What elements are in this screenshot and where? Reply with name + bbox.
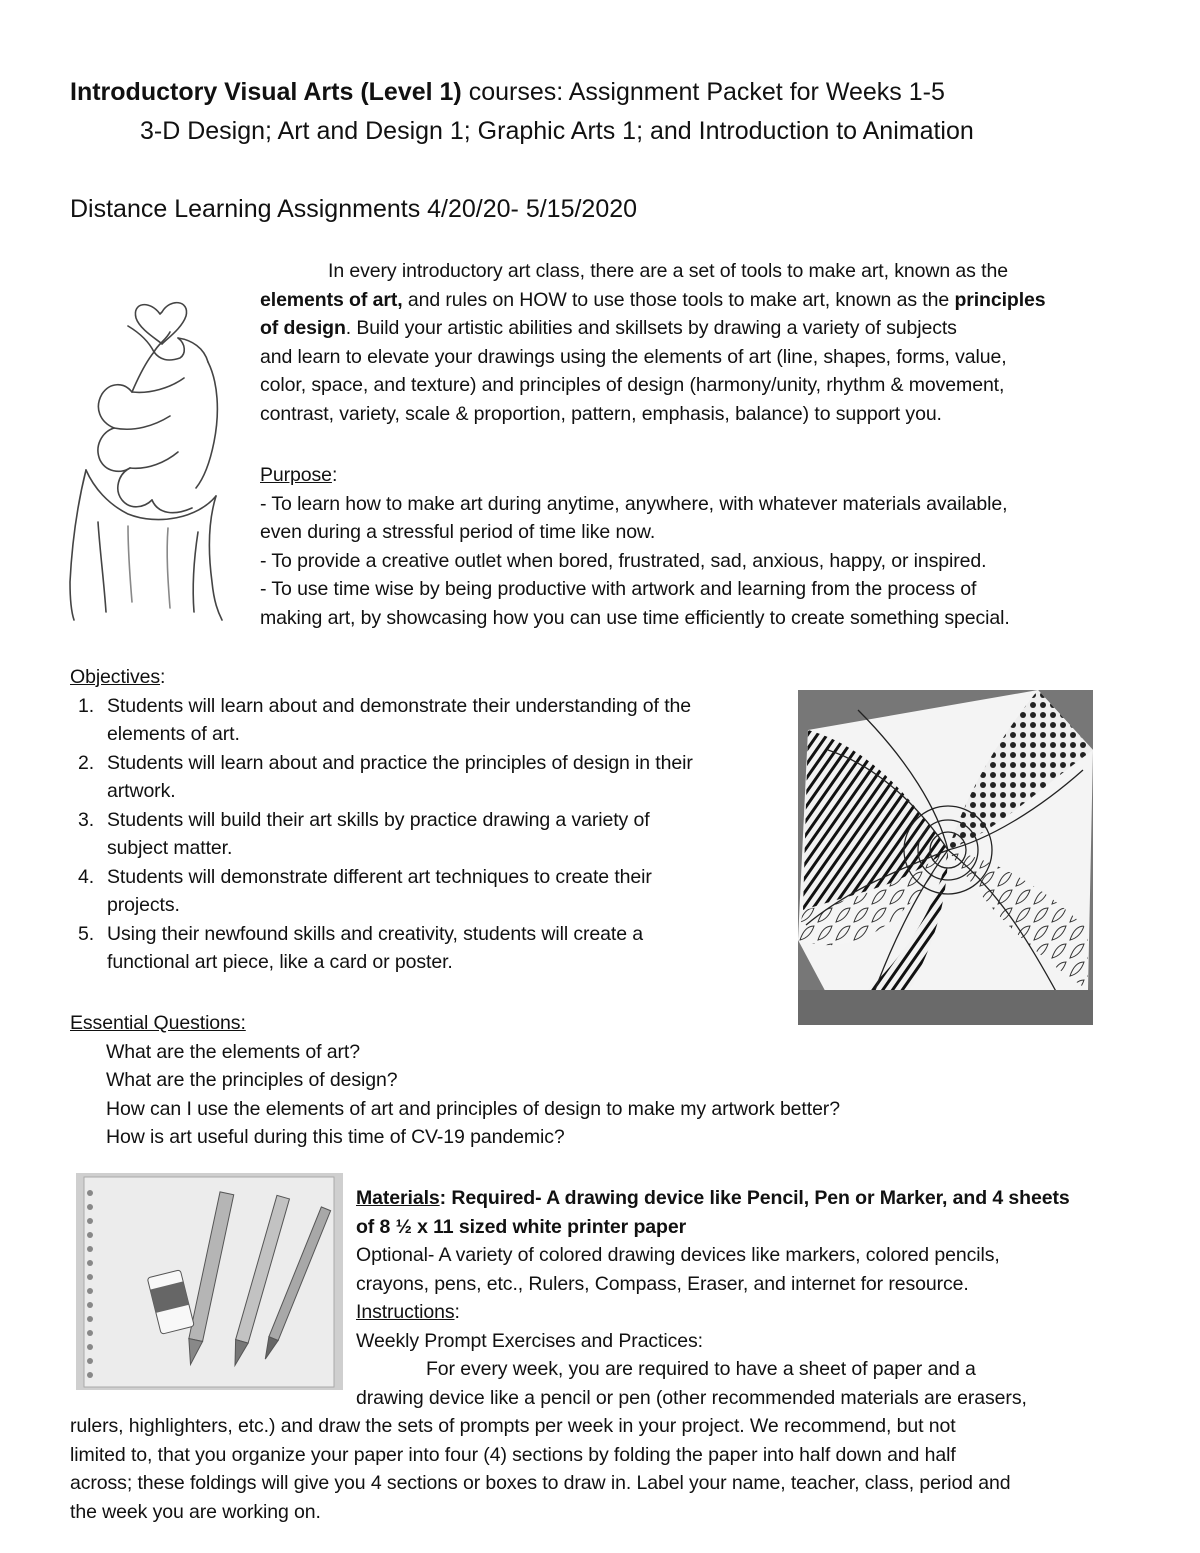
item-number: 3. <box>78 808 95 831</box>
list-item <box>70 863 693 920</box>
instructions-heading-text: Instructions <box>356 1301 455 1323</box>
page-title <box>70 77 945 107</box>
list-item <box>70 806 693 863</box>
instructions-line-1: For every week, you are required to have a sheet of paper and a <box>426 1358 976 1380</box>
item-line: artwork. <box>107 780 176 802</box>
objectives-heading-text: Objectives <box>70 666 161 688</box>
zentangle-artwork <box>798 690 1093 1025</box>
principles-term: principles <box>954 288 1046 311</box>
instructions-line-4: limited to, that you organize your paper into four (4) sections by folding the paper into half down and half <box>70 1443 956 1466</box>
elements-of-art-term: elements of art, <box>260 288 403 311</box>
purpose-line: - To provide a creative outlet when bored, frustrated, sad, anxious, happy, or inspired. <box>260 549 987 572</box>
materials-heading: Materials <box>356 1187 440 1209</box>
intro-line-3-text: . Build your artistic abilities and skillsets by drawing a variety of subjects <box>345 317 957 339</box>
item-number: 2. <box>78 751 95 774</box>
objectives-colon: : <box>160 666 166 688</box>
purpose-line: making art, by showcasing how you can use time efficiently to create something special. <box>260 606 1010 629</box>
courses-line: 3-D Design; Art and Design 1; Graphic Arts 1; and Introduction to Animation <box>140 117 974 145</box>
zentangle-photo <box>798 690 1093 1025</box>
instructions-line-3: rulers, highlighters, etc.) and draw the sets of prompts per week in your project. We recommend, but not <box>70 1415 956 1437</box>
instructions-line-5: across; these foldings will give you 4 sections or boxes to draw in. Label your name, teacher, class, period and <box>70 1472 1011 1494</box>
materials-required-text: : Required- A drawing device like Pencil, Pen or Marker, and 4 sheets <box>439 1187 1070 1209</box>
materials-line-2: of 8 ½ x 11 sized white printer paper <box>356 1215 687 1238</box>
item-line: Students will demonstrate different art techniques to create their <box>107 865 652 888</box>
intro-line-4: and learn to elevate your drawings using the elements of art (line, shapes, forms, value, <box>260 345 1007 368</box>
purpose-section <box>260 461 1010 632</box>
list-item <box>70 749 693 806</box>
list-item <box>70 920 693 977</box>
intro-line-3 <box>260 314 1046 343</box>
question-item: How is art useful during this time of CV-19 pandemic? <box>106 1126 565 1148</box>
intro-line-1: In every introductory art class, there are a set of tools to make art, known as the <box>328 260 1008 282</box>
item-line: elements of art. <box>107 723 240 745</box>
finger-heart-illustration <box>58 282 238 622</box>
item-line: Students will learn about and practice the principles of design in their <box>107 751 693 774</box>
instructions-line-2: drawing device like a pencil or pen (other recommended materials are erasers, <box>356 1386 1027 1409</box>
item-line: projects. <box>107 894 180 916</box>
purpose-line: - To learn how to make art during anytime, anywhere, with whatever materials available, <box>260 492 1008 515</box>
title-bold: Introductory Visual Arts (Level 1) <box>70 78 462 106</box>
pencils-eraser-notebook <box>76 1173 343 1390</box>
list-item <box>70 692 693 749</box>
intro-line-2 <box>260 286 1046 315</box>
instructions-continued <box>70 1412 1010 1526</box>
purpose-heading-text: Purpose <box>260 464 332 486</box>
intro-line-2-text: and rules on HOW to use those tools to make art, known as the <box>402 288 955 311</box>
item-number: 1. <box>78 694 95 717</box>
essential-questions-section <box>70 1009 840 1152</box>
purpose-colon: : <box>331 464 338 486</box>
item-line: Students will build their art skills by practice drawing a variety of <box>107 808 650 831</box>
item-number: 4. <box>78 865 95 888</box>
essential-questions-heading: Essential Questions: <box>70 1012 246 1034</box>
purpose-line: even during a stressful period of time like now. <box>260 521 656 543</box>
question-item: What are the principles of design? <box>106 1069 398 1091</box>
materials-optional-2: crayons, pens, etc., Rulers, Compass, Eraser, and internet for resource. <box>356 1272 969 1295</box>
intro-line-6: contrast, variety, scale & proportion, pattern, emphasis, balance) to support you. <box>260 402 942 425</box>
finger-heart-drawing <box>58 282 238 622</box>
purpose-line: - To use time wise by being productive with artwork and learning from the process of <box>260 578 977 600</box>
purpose-heading <box>260 461 1010 490</box>
materials-line-1 <box>356 1184 1070 1213</box>
of-design-term: of design <box>260 317 346 339</box>
item-line: functional art piece, like a card or poster. <box>107 951 453 973</box>
materials-section <box>356 1184 1070 1412</box>
question-item: How can I use the elements of art and principles of design to make my artwork better? <box>106 1097 840 1120</box>
intro-line-5: color, space, and texture) and principles of design (harmony/unity, rhythm & movement, <box>260 374 1005 396</box>
item-line: Using their newfound skills and creativity, students will create a <box>107 922 644 945</box>
instructions-colon: : <box>454 1301 460 1323</box>
instructions-heading <box>356 1298 1070 1327</box>
instructions-line-6: the week you are working on. <box>70 1500 321 1523</box>
materials-optional-1: Optional- A variety of colored drawing devices like markers, colored pencils, <box>356 1244 1000 1266</box>
title-rest: courses: Assignment Packet for Weeks 1-5 <box>461 78 945 106</box>
item-number: 5. <box>78 922 95 945</box>
instructions-subheading: Weekly Prompt Exercises and Practices: <box>356 1329 703 1352</box>
art-supplies-photo <box>76 1173 343 1390</box>
dates-line: Distance Learning Assignments 4/20/20- 5/15/2020 <box>70 195 638 223</box>
item-line: Students will learn about and demonstrate their understanding of the <box>107 694 691 717</box>
objectives-list <box>70 692 693 977</box>
question-item: What are the elements of art? <box>106 1040 360 1063</box>
item-line: subject matter. <box>107 837 233 859</box>
objectives-section <box>70 663 693 977</box>
objectives-heading <box>70 663 693 692</box>
intro-paragraph <box>260 257 1046 428</box>
